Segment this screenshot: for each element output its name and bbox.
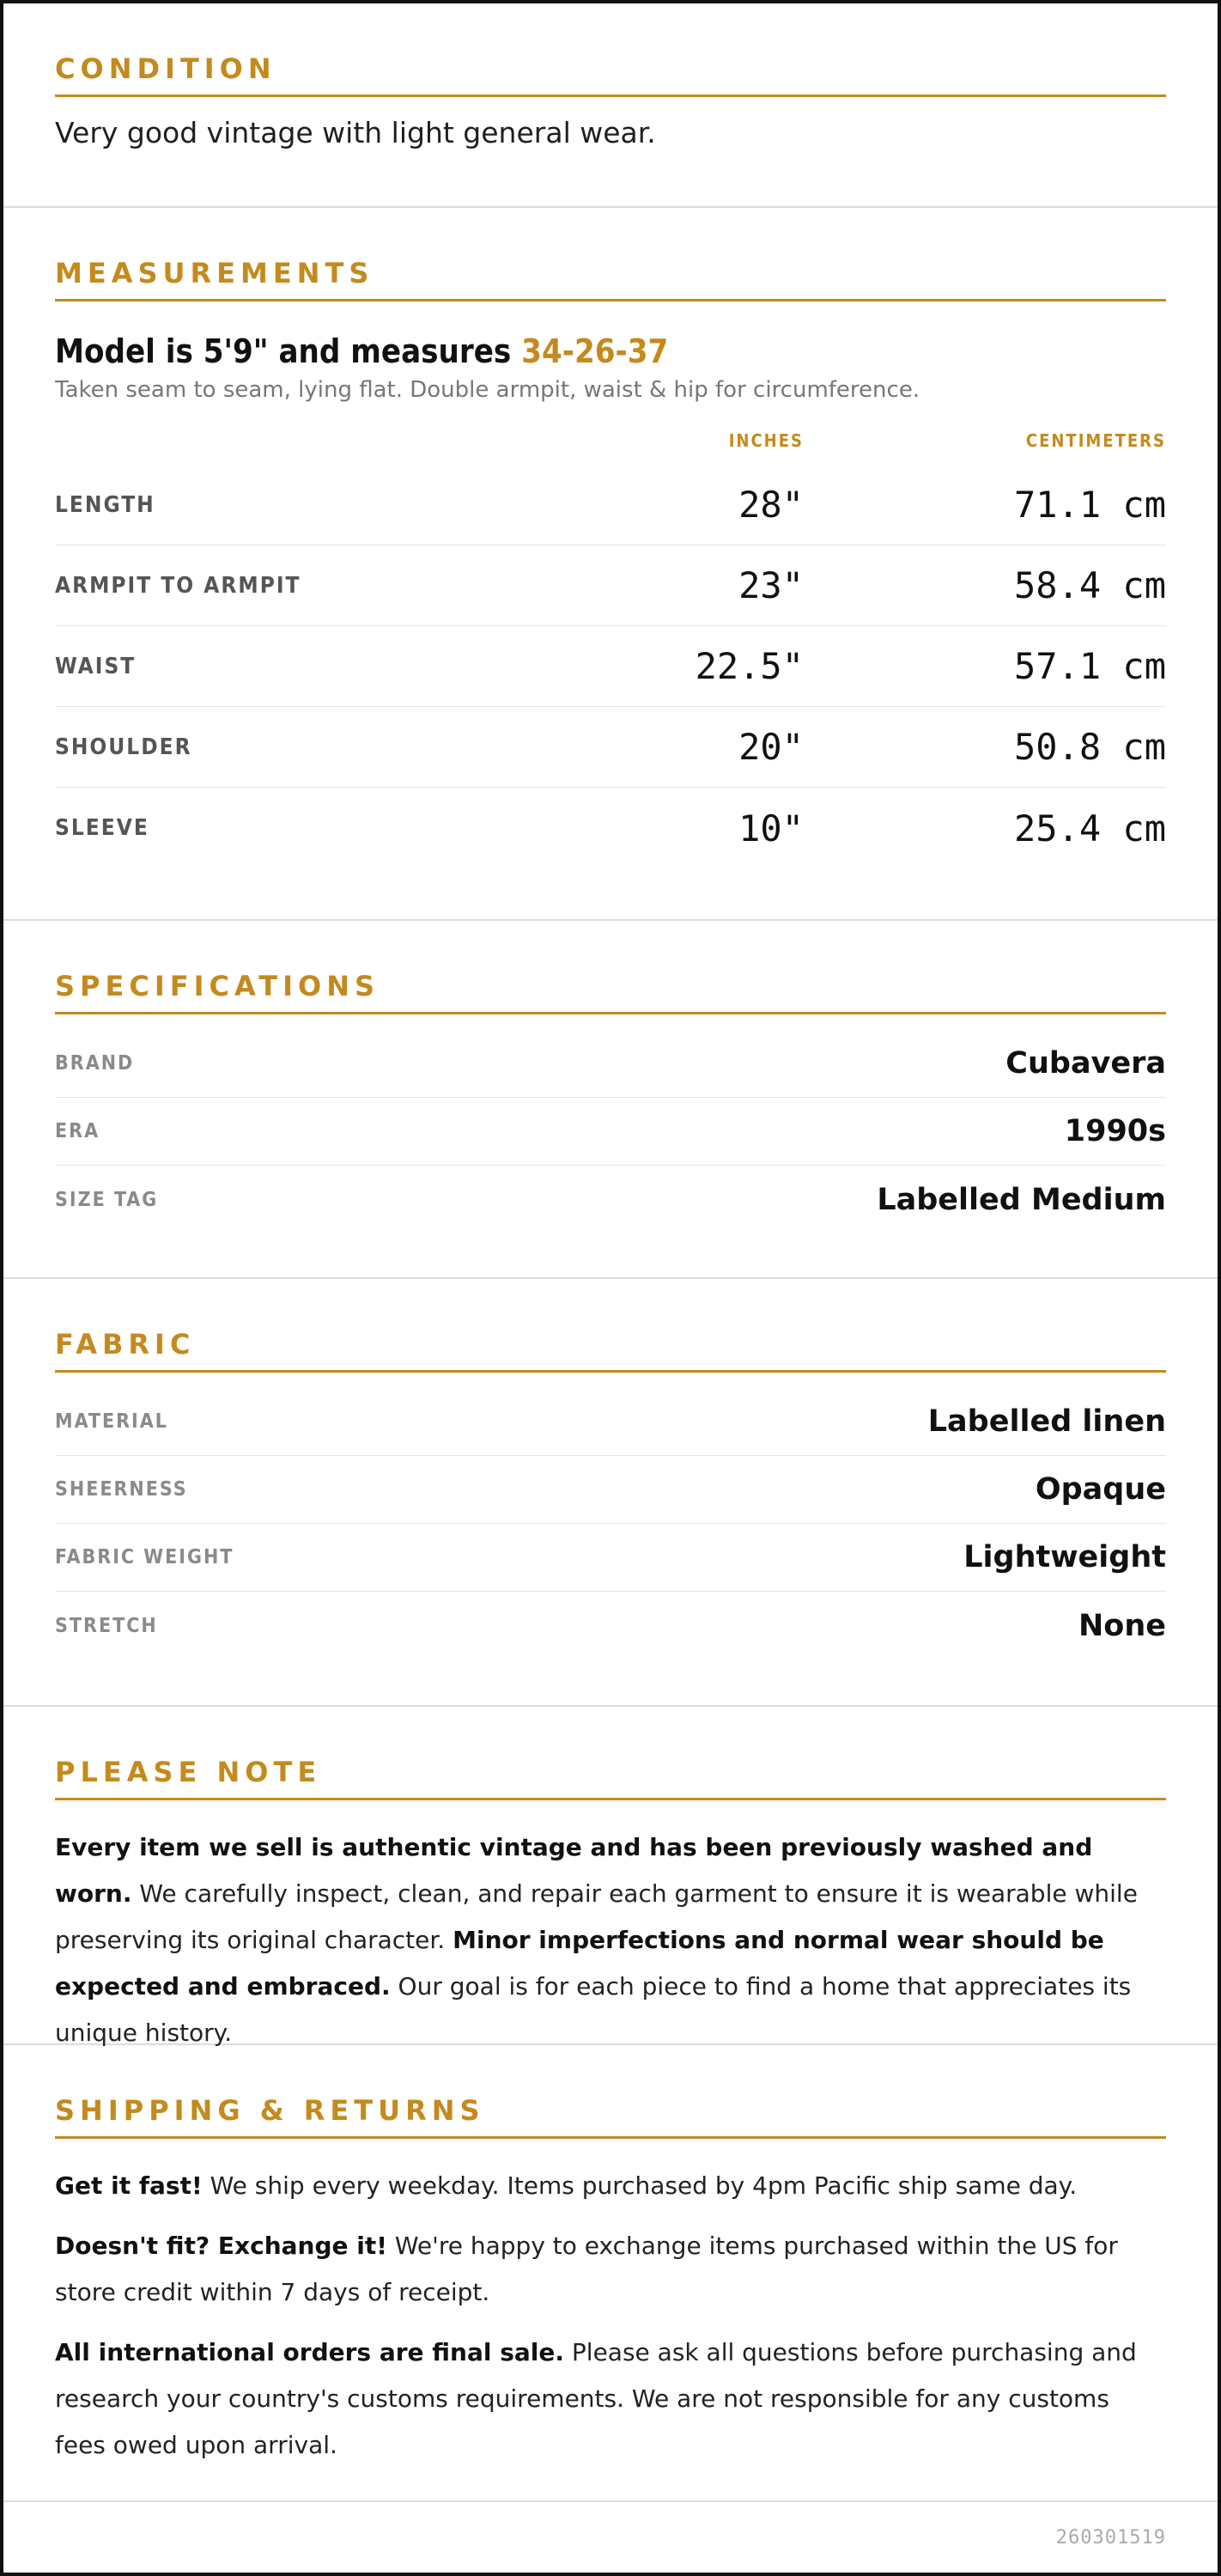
shipping-bold-3: All international orders are final sale. xyxy=(55,2338,565,2366)
measurement-note: Taken seam to seam, lying flat. Double armpit, waist & hip for circumference. xyxy=(55,377,920,403)
row-label: SHOULDER xyxy=(55,734,192,760)
please-note-section xyxy=(3,1707,1218,2045)
row-cm: 71.1 cm xyxy=(1013,484,1166,526)
please-note-text xyxy=(55,1824,1166,2056)
condition-section xyxy=(3,3,1218,208)
row-label: ARMPIT TO ARMPIT xyxy=(55,572,301,599)
fabric-value: Opaque xyxy=(1035,1472,1166,1507)
specifications-title: SPECIFICATIONS xyxy=(55,960,1166,1014)
row-cm: 58.4 cm xyxy=(1013,564,1166,606)
spec-value: Cubavera xyxy=(1005,1046,1166,1081)
model-measures: 34-26-37 xyxy=(521,332,669,370)
fabric-title: FABRIC xyxy=(55,1318,1166,1373)
shipping-text-3: Please ask all questions before purchasing and research your country's customs requirements. We are not responsible for any customs fees owed upon arrival. xyxy=(55,2338,1137,2459)
shipping-paragraph-2 xyxy=(55,2223,1166,2316)
list-item xyxy=(55,1030,1166,1098)
list-item xyxy=(55,1592,1166,1659)
fabric-value: None xyxy=(1078,1608,1166,1643)
product-code: 260301519 xyxy=(1055,2526,1166,2549)
row-label: SLEEVE xyxy=(55,815,149,841)
col-inches-header: INCHES xyxy=(728,430,804,451)
row-label: LENGTH xyxy=(55,491,155,518)
row-inches: 10" xyxy=(738,807,804,850)
shipping-paragraph-3 xyxy=(55,2329,1166,2469)
row-cm: 25.4 cm xyxy=(1013,807,1166,850)
shipping-bold-2: Doesn't fit? Exchange it! xyxy=(55,2232,387,2260)
shipping-paragraph-1 xyxy=(55,2163,1166,2209)
shipping-section xyxy=(3,2045,1218,2502)
row-inches: 20" xyxy=(738,726,804,768)
row-inches: 22.5" xyxy=(695,645,804,687)
condition-text: Very good vintage with light general wear. xyxy=(55,116,656,149)
shipping-text-2: We're happy to exchange items purchased within the US for store credit within 7 days of receipt. xyxy=(55,2232,1118,2306)
fabric-value: Lightweight xyxy=(963,1540,1166,1574)
measurements-section xyxy=(3,208,1218,921)
note-text-1: We carefully inspect, clean, and repair each garment to ensure it is wearable while preserving its original character. xyxy=(55,1879,1138,1954)
row-inches: 28" xyxy=(738,484,804,526)
table-row xyxy=(55,707,1166,788)
col-cm-header: CENTIMETERS xyxy=(1025,430,1166,451)
specifications-section xyxy=(3,921,1218,1279)
row-cm: 50.8 cm xyxy=(1013,726,1166,768)
list-item xyxy=(55,1456,1166,1524)
list-item xyxy=(55,1388,1166,1456)
footer xyxy=(3,2502,1218,2573)
fabric-section xyxy=(3,1279,1218,1707)
note-text-2: Our goal is for each piece to find a home that appreciates its unique history. xyxy=(55,1972,1132,2047)
row-inches: 23" xyxy=(738,564,804,606)
fabric-label: FABRIC WEIGHT xyxy=(55,1546,234,1568)
list-item xyxy=(55,1524,1166,1592)
fabric-label: STRETCH xyxy=(55,1614,158,1637)
fabric-label: SHEERNESS xyxy=(55,1478,188,1501)
table-row xyxy=(55,465,1166,545)
spec-label: SIZE TAG xyxy=(55,1188,159,1211)
spec-value: 1990s xyxy=(1064,1114,1166,1148)
fabric-list xyxy=(55,1388,1166,1659)
row-label: WAIST xyxy=(55,653,137,679)
model-prefix: Model is 5'9" and measures xyxy=(55,332,512,370)
measurement-table xyxy=(55,465,1166,868)
measurement-header-row xyxy=(55,423,1166,458)
measurements-title: MEASUREMENTS xyxy=(55,247,1166,301)
note-bold-1: Every item we sell is authentic vintage and has been previously washed and worn. xyxy=(55,1833,1093,1908)
list-item xyxy=(55,1098,1166,1166)
row-cm: 57.1 cm xyxy=(1013,645,1166,687)
condition-title: CONDITION xyxy=(55,43,1166,97)
spec-label: ERA xyxy=(55,1120,100,1142)
fabric-value: Labelled linen xyxy=(927,1404,1166,1439)
shipping-title: SHIPPING & RETURNS xyxy=(55,2085,1166,2139)
model-info xyxy=(55,332,1166,370)
shipping-text-1: We ship every weekday. Items purchased by 4pm Pacific ship same day. xyxy=(202,2171,1078,2200)
table-row xyxy=(55,545,1166,626)
fabric-label: MATERIAL xyxy=(55,1410,168,1433)
spec-label: BRAND xyxy=(55,1052,135,1075)
please-note-title: PLEASE NOTE xyxy=(55,1746,1166,1800)
note-bold-2: Minor imperfections and normal wear should be expected and embraced. xyxy=(55,1926,1104,2001)
spec-value: Labelled Medium xyxy=(877,1182,1166,1217)
spec-list xyxy=(55,1030,1166,1233)
list-item xyxy=(55,1166,1166,1233)
table-row xyxy=(55,788,1166,868)
table-row xyxy=(55,626,1166,707)
shipping-bold-1: Get it fast! xyxy=(55,2171,203,2200)
